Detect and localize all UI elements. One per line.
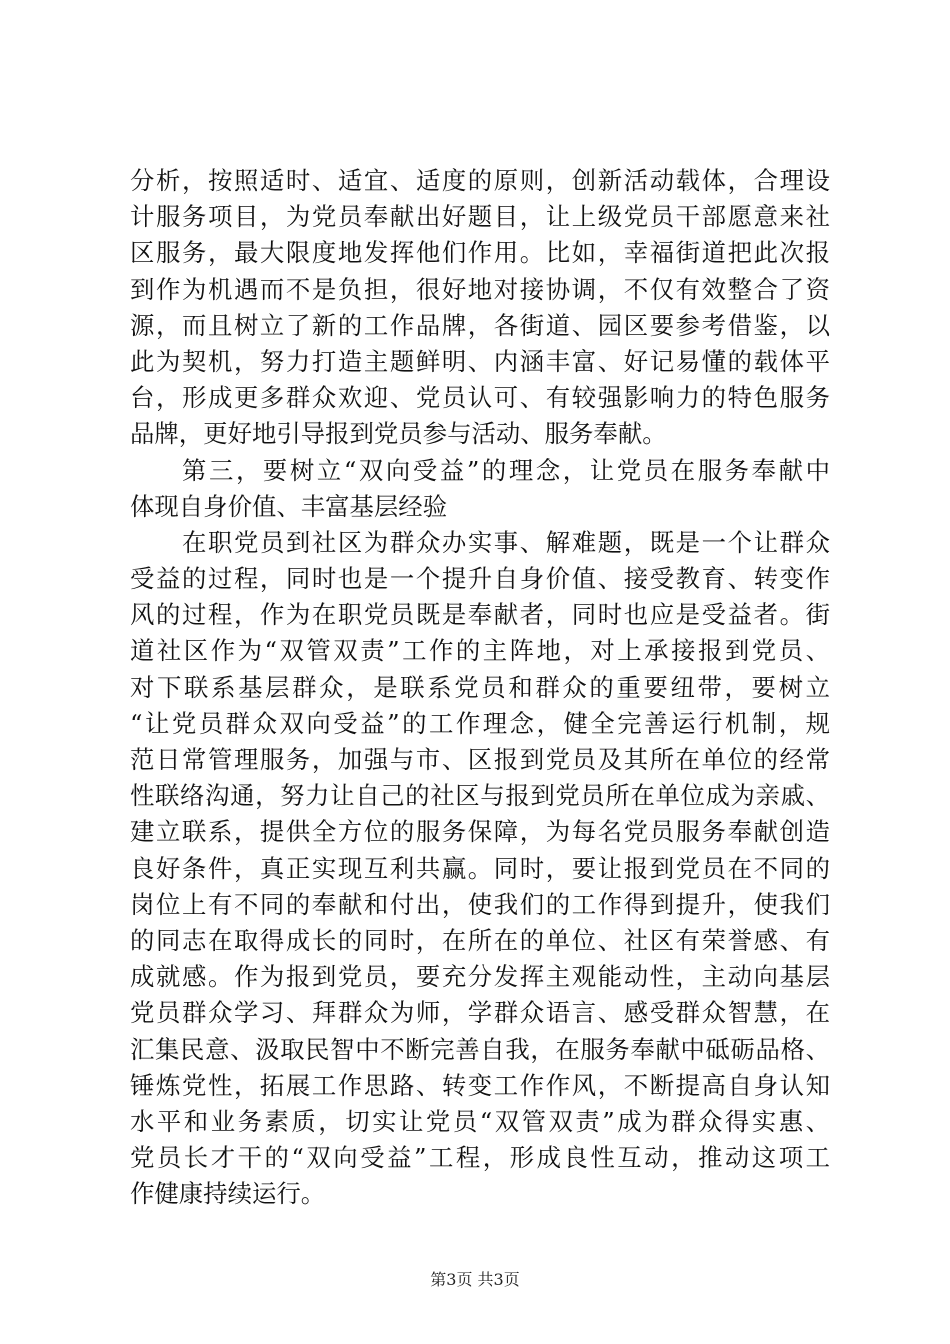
text-line: 汇集民意、汲取民智中不断完善自我，在服务奉献中砥砺品格、 <box>130 1034 830 1064</box>
text-line: 在职党员到社区为群众办实事、解难题，既是一个让群众 <box>182 527 830 557</box>
text-line: 作健康持续运行。 <box>130 1179 326 1209</box>
text-line: 建立联系，提供全方位的服务保障，为每名党员服务奉献创造 <box>130 817 830 847</box>
text-line: 党员群众学习、拜群众为师，学群众语言、感受群众智慧，在 <box>130 998 830 1028</box>
text-line: 岗位上有不同的奉献和付出，使我们的工作得到提升，使我们 <box>130 889 830 919</box>
text-line: 源，而且树立了新的工作品牌，各街道、园区要参考借鉴，以 <box>130 310 830 340</box>
text-line: 台，形成更多群众欢迎、党员认可、有较强影响力的特色服务 <box>130 383 830 413</box>
text-line: 分析，按照适时、适宜、适度的原则，创新活动载体，合理设 <box>130 166 830 195</box>
text-line: 成就感。作为报到党员，要充分发挥主观能动性，主动向基层 <box>130 962 830 992</box>
text-line: 性联络沟通，努力让自己的社区与报到党员所在单位成为亲戚、 <box>130 781 830 811</box>
page-footer <box>0 1270 950 1290</box>
section-heading-line: 体现自身价值、丰富基层经验 <box>130 491 448 521</box>
document-body <box>130 163 830 1212</box>
text-line: 计服务项目，为党员奉献出好题目，让上级党员干部愿意来社 <box>130 202 830 232</box>
text-line: 到作为机遇而不是负担，很好地对接协调，不仅有效整合了资 <box>130 274 830 304</box>
text-line: 受益的过程，同时也是一个提升自身价值、接受教育、转变作 <box>130 564 830 594</box>
text-line: 水平和业务素质，切实让党员“双管双责”成为群众得实惠、 <box>130 1106 830 1136</box>
page-number-label: 第3页 共3页 <box>430 1270 520 1289</box>
text-line: 锤炼党性，拓展工作思路、转变工作作风，不断提高自身认知 <box>130 1070 830 1100</box>
text-line: 范日常管理服务，加强与市、区报到党员及其所在单位的经常 <box>130 745 830 774</box>
text-line: 党员长才干的“双向受益”工程，形成良性互动，推动这项工 <box>130 1143 830 1173</box>
text-line: 的同志在取得成长的同时，在所在的单位、社区有荣誉感、有 <box>130 925 830 955</box>
text-line: 良好条件，真正实现互利共赢。同时，要让报到党员在不同的 <box>130 853 830 883</box>
text-line: 对下联系基层群众，是联系党员和群众的重要纽带，要树立 <box>130 672 830 702</box>
text-line: 区服务，最大限度地发挥他们作用。比如，幸福街道把此次报 <box>130 238 830 268</box>
text-line: 品牌，更好地引导报到党员参与活动、服务奉献。 <box>130 419 667 449</box>
text-line: 此为契机，努力打造主题鲜明、内涵丰富、好记易懂的载体平 <box>130 346 830 376</box>
section-heading-line: 第三，要树立“双向受益”的理念，让党员在服务奉献中 <box>182 455 830 485</box>
text-line: 道社区作为“双管双责”工作的主阵地，对上承接报到党员、 <box>130 636 830 666</box>
text-line: “让党员群众双向受益”的工作理念，健全完善运行机制，规 <box>130 708 830 738</box>
text-line: 风的过程，作为在职党员既是奉献者，同时也应是受益者。街 <box>130 600 830 630</box>
